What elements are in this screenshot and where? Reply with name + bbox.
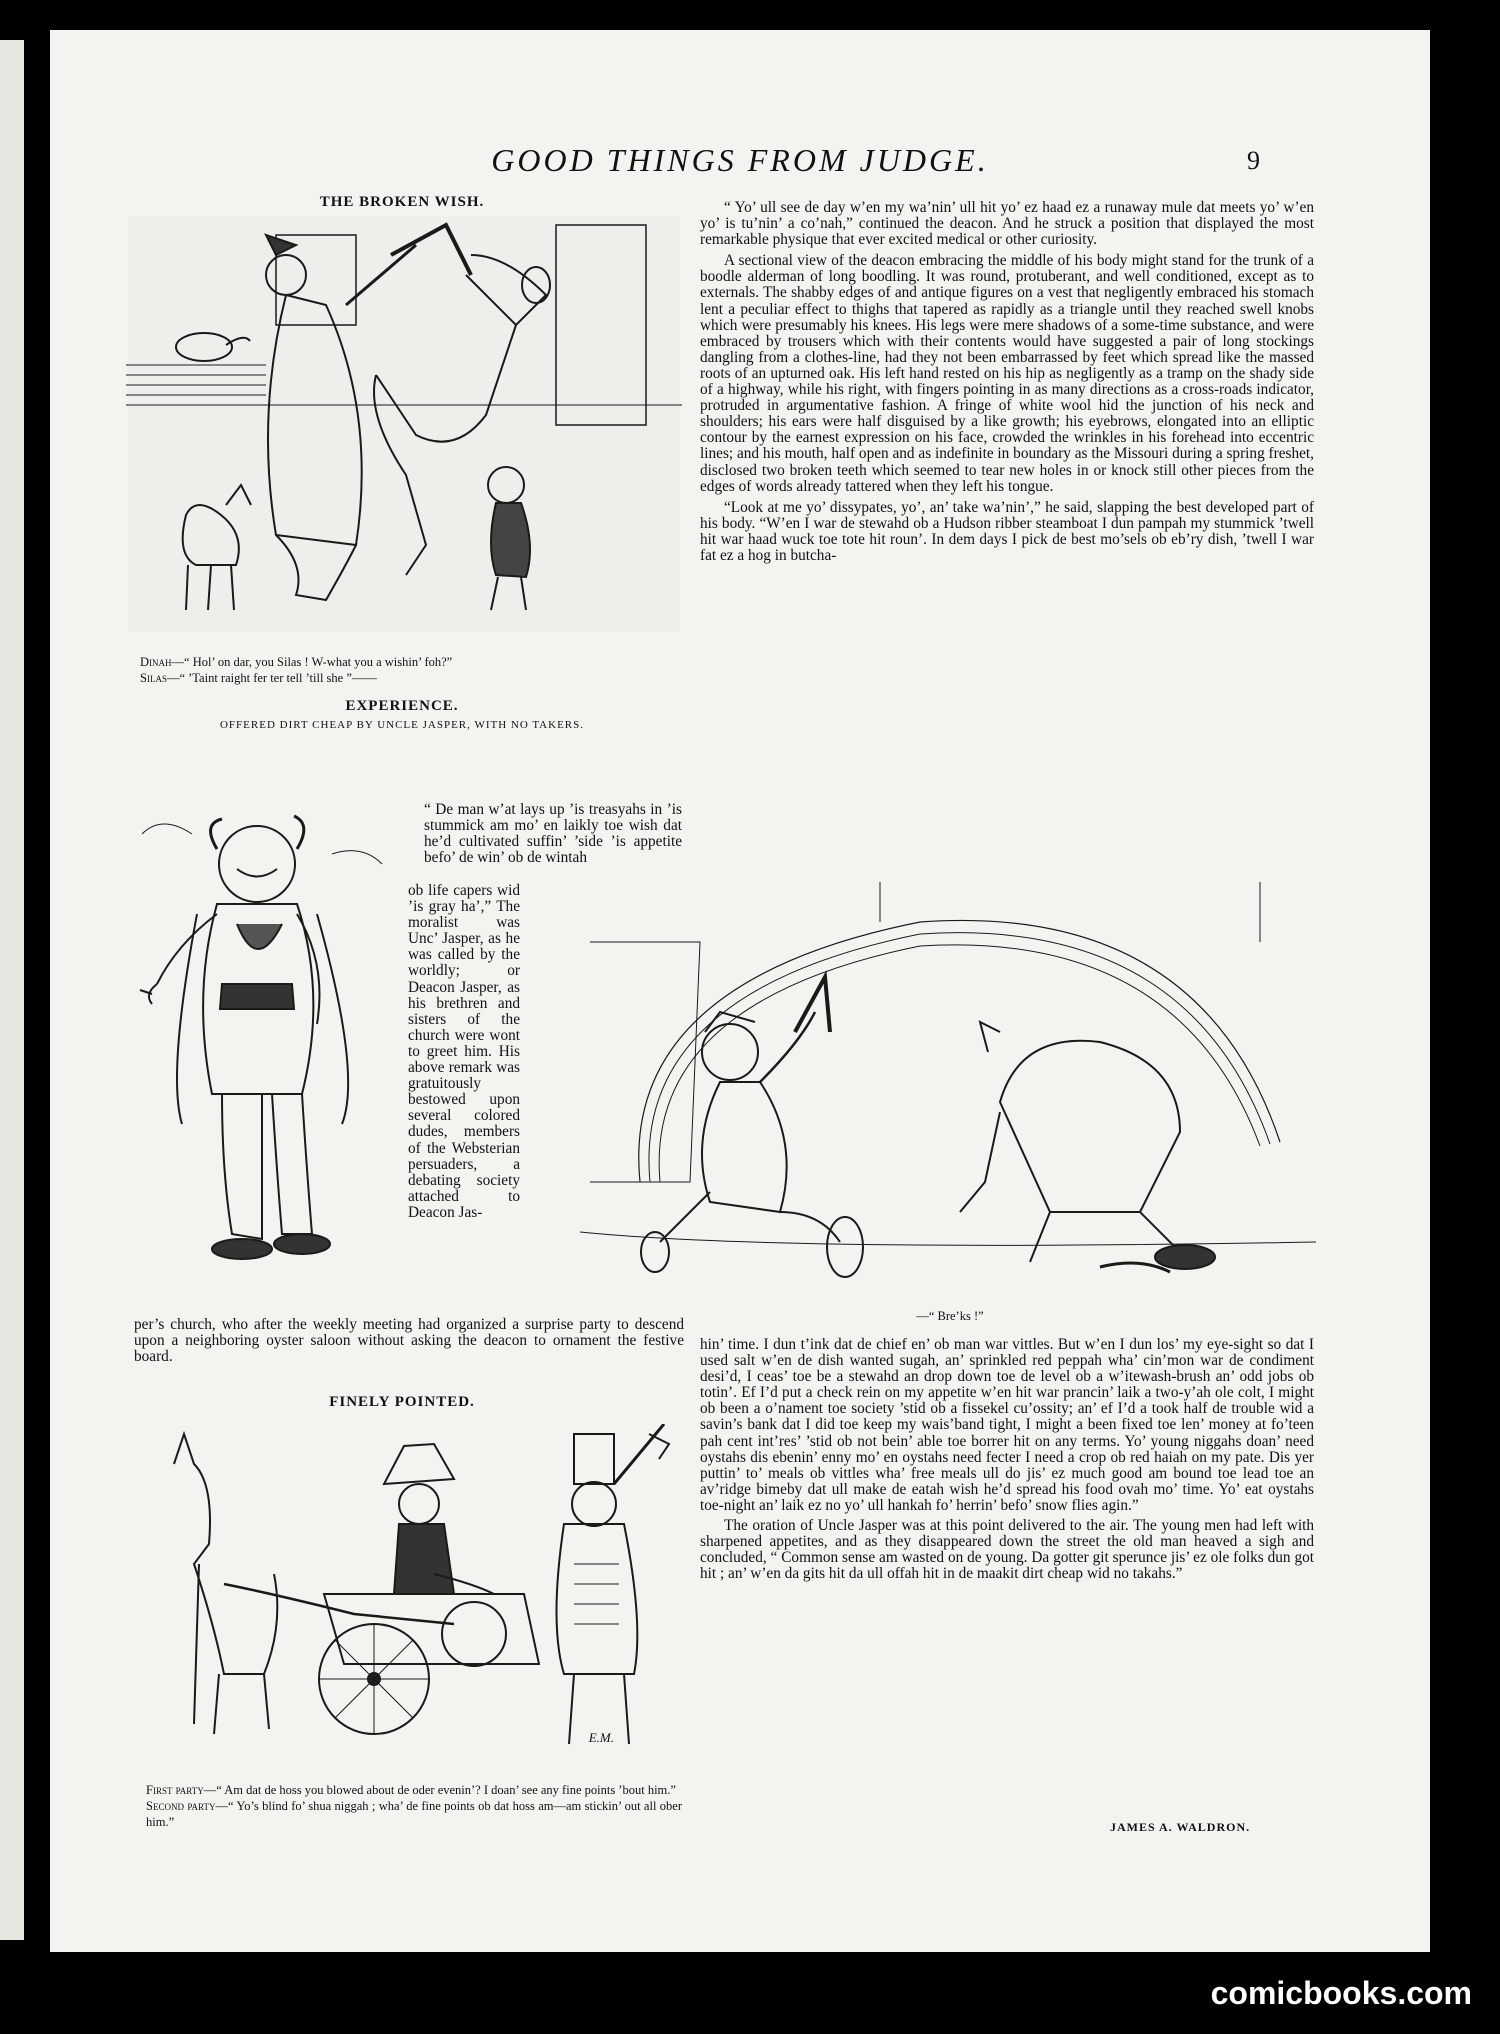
site-watermark: comicbooks.com <box>1210 1975 1472 2011</box>
right-column-top <box>700 200 1314 564</box>
experience-paragraph-narrow: ob life capers wid ’is gray ha’,” The moralist was Unc’ Jasper, as he was called by the worldly; or Deacon Jasper, as his brethren and sisters of the church were wont to greet him. His above remark was gratuitously bestowed upon several colored dudes, members of the Websterian persuaders, a debating society attached to Deacon Jas- <box>408 882 520 1221</box>
breks-caption: —“ Bre’ks !” <box>916 1309 984 1323</box>
broken-wish-caption <box>140 654 680 686</box>
right-paragraph-2: A sectional view of the deacon embracing the middle of his body might stand for the trunk of a boodle alderman of long boodling. It was round, protuberant, and well conditioned, except as to externals. The shabby edges of and antique figures on a vest that negligently embraced his stomach lent a peculiar effect to thighs that tapered as rapidly as a triangle until they reached swell knobs which were presumably his knees. His legs were mere shadows of a some-time substance, and were embraced by trousers which with their contents would have suggested a pair of long stockings dangling from a clothes-line, had they not been embarrassed by feet which spread like the massed roots of an upturned oak. His left hand rested on his hip as negligently as a tramp on the shady side of a highway, while his right, with fingers pointing in as many directions as a cross-roads indicator, protruded in argumentative fashion. A fringe of white wool hid the junction of his neck and shoulders; his ears were half disguised by a like growth; his eyebrows, elongated into an elliptic contour by the earnest expression on his face, crowded the wrinkles in his forehead into eccentric lines; and his mouth, half open and as indefinite in boundary as the Missouri during a spring freshet, disclosed two broken teeth which seemed to tear new holes in or knock still other pieces from the edges of words already tattered when they left his tongue. <box>700 252 1314 495</box>
page-header <box>50 142 1430 202</box>
finely-pointed-illustration <box>154 1424 674 1766</box>
running-title: GOOD THINGS FROM JUDGE. <box>491 142 989 178</box>
broken-wish-section <box>120 194 684 211</box>
finely-pointed-heading <box>120 1394 684 1411</box>
right-paragraph-3: “Look at me yo’ dissypates, yo’, an’ take wa’nin’,” he said, slapping the best developed part of his body. “W’en I war de stewahd ob a Hudson ribber steamboat I dun pampah my stummick ’twell hit war haad wuck toe tote hit roun’. In dem days I pick de best mo’sels ob eb’ry dish, ’twell I war fat ez a hog in butcha- <box>700 498 1314 564</box>
right-paragraph-4: hin’ time. I dun t’ink dat de chief en’ ob man war vittles. But w’en I dun los’ my eye-sight so dat I used salt w’en de dish wanted sugah, an’ sprinkled red peppah wha’ cin’mon war de condiment desi’d, I ceas’ toe be a stewahd an drop down toe de level ob a w’itewash-brush an’ odd jobs ob totin’. Ef I’d put a check rein on my appetite w’en hit war prancin’ laik a two-y’ah ole colt, I might ob been a o’nament toe society ’stid ob a fissekel cu’ossity; an’ ef I’d a took half de trouble wid a savin’s bank dat I did toe keep my wais’band tight, I might a been fixed toe len’ money at fo’teen pah cent int’res’ ’stid ob not bein’ able toe borrer hit on any terms. Yo’ young niggahs doan’ need oystahs dis ebenin’ enny mo’ en oystahs need fecter I need a crop ob red haiah on my pate. Dis yer puttin’ to’ meals ob vittles wha’ free meals ull do jis’ ez much good am bound toe lead toe an av’ridge bimeby dat ull make de eatah wish he’d spread his food ovah mo’ time. Yo’ eat oystahs toe-night an’ laik ez no yo’ ull hankah fo’ herrin’ befo’ snow flies agin.” <box>700 1336 1314 1514</box>
caption-line-dinah: —“ Hol’ on dar, you Silas ! W-what you a wishin’ foh?” <box>171 655 453 669</box>
broken-wish-illustration <box>126 215 682 633</box>
experience-paragraph-full: per’s church, who after the weekly meeting had organized a surprise party to descend upon a neighboring oyster saloon without asking the deacon to ornament the festive board. <box>134 1316 684 1366</box>
caption-line-first-party: —“ Am dat de hoss you blowed about de oder evenin’? I doan’ see any fine points ’bout him.” <box>203 1783 676 1797</box>
experience-paragraph-top: “ De man w’at lays up ’is treasyahs in ’is stummick am mo’ en laikly toe wish dat he’d cultivated suffin’ ’side ’is appetite befo’ de win’ ob de wintah <box>424 801 682 867</box>
experience-text-narrow <box>408 883 520 1221</box>
finely-pointed-title: FINELY POINTED. <box>329 1394 475 1410</box>
caption-line-second-party: —“ Yo’s blind fo’ shua niggah ; wha’ de fine points ob dat hoss am—am stickin’ out all ober him.” <box>146 1799 682 1829</box>
page-number: 9 <box>1247 146 1260 175</box>
breks-illustration <box>580 882 1316 1298</box>
author-byline: JAMES A. WALDRON. <box>1110 1820 1251 1834</box>
adjacent-page-edge <box>0 40 24 1940</box>
broken-wish-title: THE BROKEN WISH. <box>319 194 485 210</box>
experience-title: EXPERIENCE. <box>345 698 459 714</box>
uncle-jasper-illustration <box>122 794 412 1294</box>
right-column-bottom <box>700 1337 1314 1582</box>
caption-speaker-first-party: First party <box>146 1783 204 1797</box>
caption-speaker-silas: Silas <box>140 671 167 685</box>
experience-heading <box>120 698 684 731</box>
experience-text-top <box>424 802 682 866</box>
right-paragraph-5: The oration of Uncle Jasper was at this point delivered to the air. The young men had left with sharpened appetites, and as they disappeared down the street the old man heaved a sigh and concluded, “ Common sense am wasted on de young. Da gotter git sperunce jis’ ez ole folks dun got hit ; an’ w’en da gits hit da ull offah hit in de maakit dirt cheap wid no takahs.” <box>700 1517 1314 1583</box>
magazine-page <box>50 30 1430 1952</box>
finely-pointed-caption <box>146 1782 682 1830</box>
artist-signature: E.M. <box>588 1730 614 1745</box>
experience-subtitle: OFFERED DIRT CHEAP BY UNCLE JASPER, WITH NO TAKERS. <box>219 719 584 731</box>
experience-text-full <box>134 1317 684 1365</box>
caption-speaker-second-party: Second party <box>146 1799 216 1813</box>
caption-line-silas: —“ ’Taint raight fer ter tell ’till she ”—— <box>166 671 377 685</box>
right-paragraph-1: “ Yo’ ull see de day w’en my wa’nin’ ull hit yo’ ez haad ez a runaway mule dat meets yo’ w’en yo’ is tu’nin’ a co’nah,” continued the deacon. And he struck a position that displayed the most remarkable physique that ever excited medical or other curiosity. <box>700 199 1314 249</box>
caption-speaker-dinah: Dinah <box>140 655 172 669</box>
